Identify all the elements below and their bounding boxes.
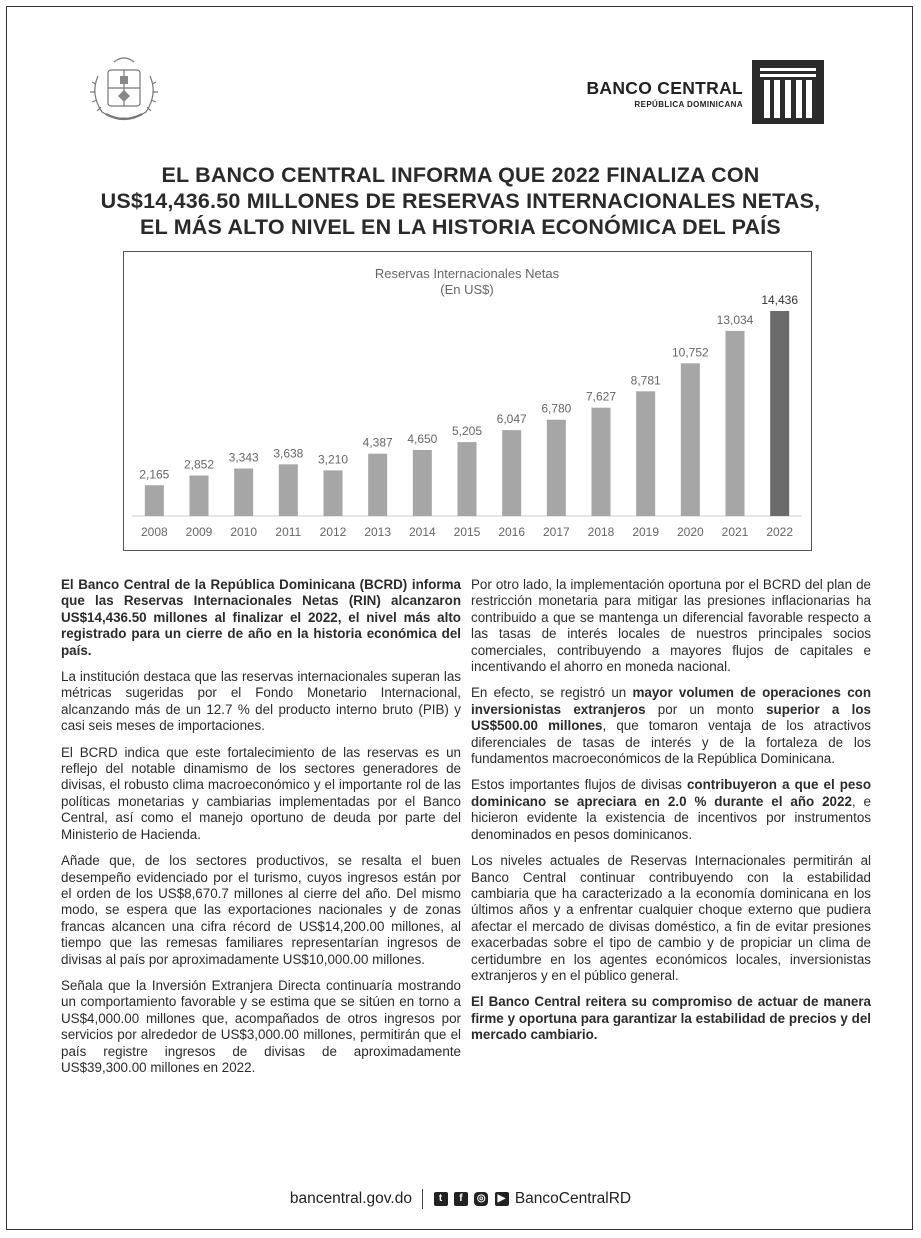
x-tick-2008: 2008 [140, 525, 168, 539]
bar-2020 [681, 363, 700, 516]
brand-text [586, 78, 743, 109]
text-run: , e hicieron evidente la existencia de incentivos por instrumentos denominados en pesos dominicanos. [471, 793, 871, 842]
x-tick-2009: 2009 [185, 525, 213, 539]
headline [40, 162, 881, 240]
closing-paragraph [471, 994, 871, 1043]
facebook-icon[interactable]: f [454, 1192, 468, 1206]
headline-line-3: EL MÁS ALTO NIVEL EN LA HISTORIA ECONÓMICA DEL PAÍS [140, 215, 781, 239]
social-handle[interactable]: BancoCentralRD [514, 1190, 632, 1207]
paragraph [471, 777, 871, 843]
x-tick-2014: 2014 [408, 525, 436, 539]
intro-paragraph [61, 577, 461, 659]
chart-subtitle: (En US$) [440, 282, 494, 297]
data-label-2016: 6,047 [496, 412, 527, 427]
bar-2021 [726, 331, 745, 516]
text-run: , que tomaron ventaja de los atractivos diferenciales de tasas de interés y de la fortaleza de los fundamentos macroeconómicos de la República Dominicana. [471, 718, 871, 767]
x-tick-2015: 2015 [453, 525, 481, 539]
data-label-2010: 3,343 [228, 450, 259, 465]
bar-2018 [592, 408, 611, 516]
x-tick-2022: 2022 [766, 525, 794, 539]
bar-2016 [502, 430, 521, 516]
rin-bar-chart [123, 251, 812, 551]
data-label-2022: 14,436 [761, 293, 799, 307]
data-label-2012: 3,210 [317, 452, 349, 467]
paragraph [471, 685, 871, 767]
text-run: Estos importantes flujos de divisas [471, 777, 687, 793]
data-label-2013: 4,387 [362, 435, 393, 450]
x-tick-2020: 2020 [676, 525, 704, 539]
paragraph: Por otro lado, la implementación oportuna por el BCRD del plan de restricción monetaria para mitigar las presiones inflacionarias ha contribuido a que se mantenga un diferencial favorable respecto a las tasas de interés locales de nuestros principales socios comerciales, contribuyendo a mayores flujos de capitales e incentivando el ahorro en moneda nacional. [471, 577, 871, 675]
x-tick-2021: 2021 [721, 525, 749, 539]
website-link[interactable]: bancentral.gov.do [289, 1190, 412, 1207]
bar-2019 [636, 391, 655, 516]
twitter-icon[interactable]: t [434, 1192, 448, 1206]
headline-line-2: US$14,436.50 MILLONES DE RESERVAS INTERNACIONALES NETAS, [100, 189, 821, 213]
bar-2009 [190, 475, 209, 516]
footer [0, 1189, 921, 1209]
data-label-2019: 8,781 [630, 373, 661, 388]
x-tick-2013: 2013 [364, 525, 392, 539]
bar-2014 [413, 450, 432, 516]
bar-2012 [324, 470, 343, 516]
bold-run: mayor volumen de operaciones con inversionistas extranjeros [471, 685, 871, 717]
brand-subtitle: REPÚBLICA DOMINICANA [634, 100, 743, 109]
data-label-2014: 4,650 [407, 431, 438, 446]
bold-run: superior a los US$500.00 millones [471, 701, 871, 734]
bar-2008 [145, 485, 164, 516]
chart-canvas [124, 252, 810, 549]
brand-name: BANCO CENTRAL [586, 78, 743, 98]
right-column [471, 577, 871, 1054]
footer-divider [422, 1189, 423, 1209]
paragraph: El BCRD indica que este fortalecimiento de las reservas es un reflejo del notable dinamismo de los sectores generadores de divisas, el robusto clima macroeconómico y el importante rol de las políticas monetarias y cambiarias implementadas por el Banco Central, así como el manejo oportuno de deuda por parte del Ministerio de Hacienda. [61, 744, 461, 842]
intro-bold: El Banco Central de la República Dominicana (BCRD) informa que las Reservas Internacionales Netas (RIN) alcanzaron US$14,436.50 millones al finalizar el 2022, el nivel más alto registrado para un cierre de año en la historia económica del país. [61, 577, 461, 658]
text-run: En efecto, se registró un [471, 685, 633, 701]
bar-2017 [547, 420, 566, 516]
paragraph: Añade que, de los sectores productivos, se resalta el buen desempeño evidenciado por el turismo, cuyos ingresos están por el orden de los US$8,670.7 millones al cierre del año. Del mismo modo, se espera que las exportaciones nacionales y de zonas francas alcancen una cifra récord de US$14,200.00 millones, al tiempo que las remesas familiares representarían ingresos de divisas al país por aproximadamente US$10,000.00 millones. [61, 853, 461, 967]
x-tick-2012: 2012 [319, 525, 347, 539]
x-tick-2010: 2010 [230, 525, 258, 539]
data-label-2015: 5,205 [451, 424, 483, 439]
data-label-2009: 2,852 [183, 457, 215, 472]
data-label-2021: 13,034 [716, 312, 754, 327]
bar-2013 [368, 454, 387, 516]
bold-run: contribuyeron a que el peso dominicano se apreciara en 2.0 % durante el año 2022 [471, 777, 872, 809]
bar-2010 [234, 469, 253, 516]
chart-title: Reservas Internacionales Netas [374, 266, 560, 281]
national-seal-icon [84, 46, 164, 126]
data-label-2018: 7,627 [585, 389, 617, 404]
closing-bold: El Banco Central reitera su compromiso de actuar de manera firme y oportuna para garantizar la estabilidad de precios y del mercado cambiario. [471, 994, 871, 1043]
bar-2022 [770, 311, 789, 516]
banco-central-logo-icon [752, 60, 824, 124]
data-label-2020: 10,752 [671, 345, 709, 360]
bar-2015 [458, 442, 477, 516]
x-tick-2016: 2016 [498, 525, 526, 539]
youtube-icon[interactable]: ▶ [495, 1192, 509, 1206]
x-tick-2017: 2017 [542, 525, 570, 539]
paragraph: Los niveles actuales de Reservas Internacionales permitirán al Banco Central continuar contribuyendo con la estabilidad cambiaria que ha caracterizado a la economía dominicana en los últimos años y a enfrentar cualquier choque externo que pudiera afectar el mercado de divisas doméstico, a fin de evitar presiones exacerbadas sobre el tipo de cambio y de propiciar un clima de certidumbre en los agentes económicos locales, inversionistas extranjeros y en el público general. [471, 853, 871, 983]
bar-2011 [279, 464, 298, 516]
data-label-2011: 3,638 [273, 446, 304, 461]
x-tick-2019: 2019 [632, 525, 660, 539]
left-column [61, 577, 461, 1086]
text-run: por un monto [645, 701, 767, 717]
instagram-icon[interactable]: ◎ [474, 1192, 488, 1206]
data-label-2008: 2,165 [139, 467, 170, 482]
data-label-2017: 6,780 [541, 401, 572, 416]
x-tick-2011: 2011 [275, 525, 302, 539]
paragraph: La institución destaca que las reservas internacionales superan las métricas sugeridas por el Fondo Monetario Internacional, alcanzando más de un 12.7 % del producto interno bruto (PIB) y casi seis meses de importaciones. [61, 669, 461, 734]
paragraph: Señala que la Inversión Extranjera Directa continuaría mostrando un comportamiento favorable y se estima que se sitúen en torno a US$4,000.00 millones que, acompañados de otros ingresos por servicios por alrededor de US$3,000.00 millones, permitirán que el país registre ingresos de divisas de aproximadamente US$39,300.00 millones en 2022. [61, 977, 461, 1075]
x-tick-2018: 2018 [587, 525, 615, 539]
headline-line-1: EL BANCO CENTRAL INFORMA QUE 2022 FINALIZA CON [161, 163, 760, 187]
